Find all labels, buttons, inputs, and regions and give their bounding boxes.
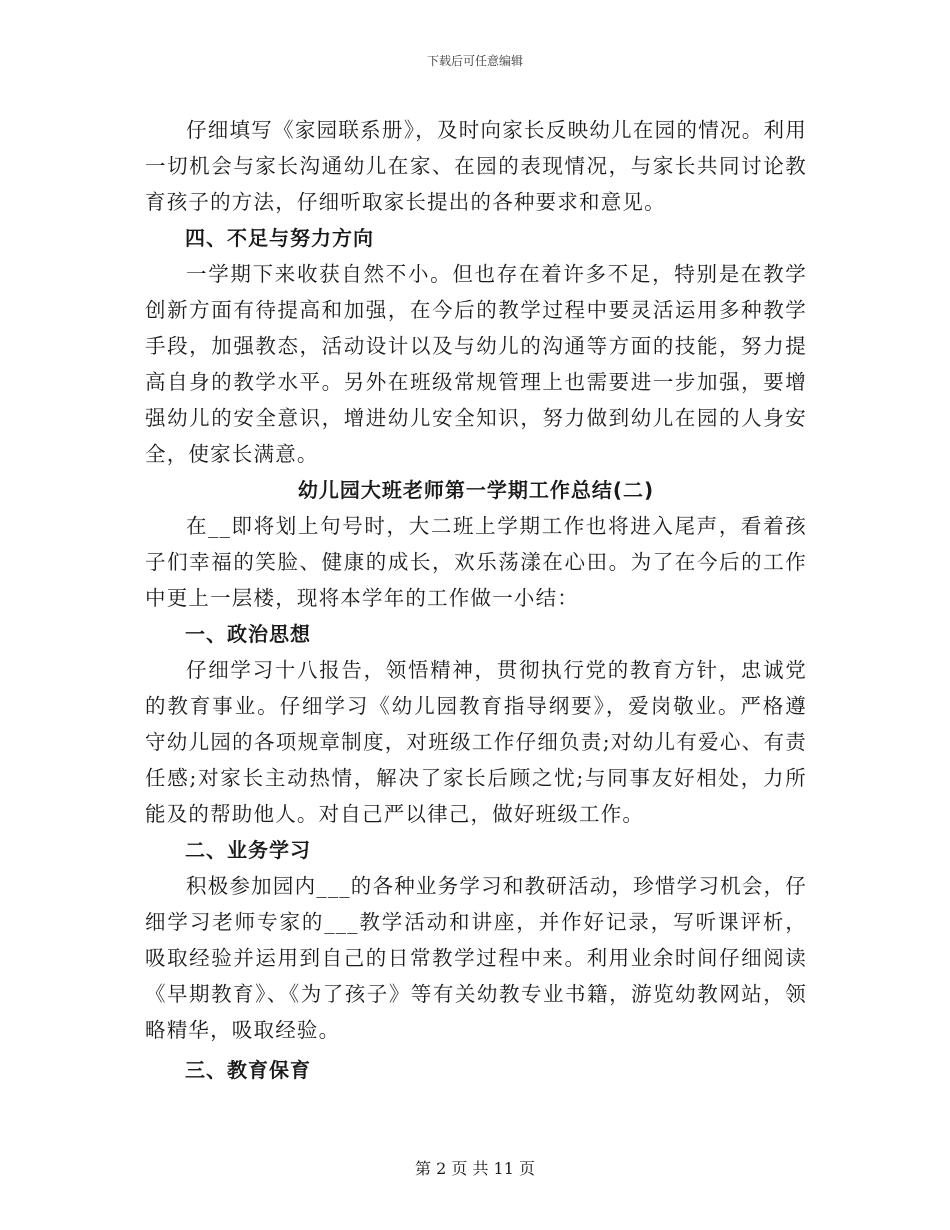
paragraph-professional-study: 积极参加园内___的各种业务学习和教研活动，珍惜学习机会，仔细学习老师专家的___教学活动和讲座，并作好记录，写听课评析，吸取经验并运用到自己的日常教学过程中来。利用业余时间仔细阅读《早期教育》、《为了孩子》等有关幼教专业书籍，游览幼教网站，领略精华，吸取经验。 (145, 874, 807, 1042)
paragraph-shortcomings: 一学期下来收获自然不小。但也存在着许多不足，特别是在教学创新方面有待提高和加强，在今后的教学过程中要灵活运用多种教学手段，加强教态，活动设计以及与幼儿的沟通等方面的技能，努力提高自身的教学水平。另外在班级常规管理上也需要进一步加强，要增强幼儿的安全意识，增进幼儿安全知识，努力做到幼儿在园的人身安全，使家长满意。 (145, 262, 807, 466)
heading-political-thought: 一、政治思想 (185, 622, 311, 646)
summary-title: 幼儿园大班老师第一学期工作总结(二) (297, 478, 655, 502)
page-number: 第 2 页 共 11 页 (415, 1159, 535, 1178)
download-note: 下载后可任意编辑 (426, 54, 523, 68)
heading-shortcomings: 四、不足与努力方向 (185, 226, 374, 250)
heading-professional-study: 二、业务学习 (185, 838, 311, 862)
document-body (145, 112, 807, 1088)
paragraph-intro: 在__即将划上句号时，大二班上学期工作也将进入尾声，看着孩子们幸福的笑脸、健康的成长，欢乐荡漾在心田。为了在今后的工作中更上一层楼，现将本学年的工作做一小结： (145, 514, 807, 610)
paragraph-political-thought: 仔细学习十八报告，领悟精神，贯彻执行党的教育方针，忠诚党的教育事业。仔细学习《幼儿园教育指导纲要》，爱岗敬业。严格遵守幼儿园的各项规章制度，对班级工作仔细负责;对幼儿有爱心、有责任感;对家长主动热情，解决了家长后顾之忧;与同事友好相处，力所能及的帮助他人。对自己严以律己，做好班级工作。 (145, 658, 807, 826)
heading-education-care: 三、教育保育 (185, 1058, 311, 1082)
paragraph-home-school-contact: 仔细填写《家园联系册》，及时向家长反映幼儿在园的情况。利用一切机会与家长沟通幼儿在家、在园的表现情况，与家长共同讨论教育孩子的方法，仔细听取家长提出的各种要求和意见。 (145, 118, 807, 214)
